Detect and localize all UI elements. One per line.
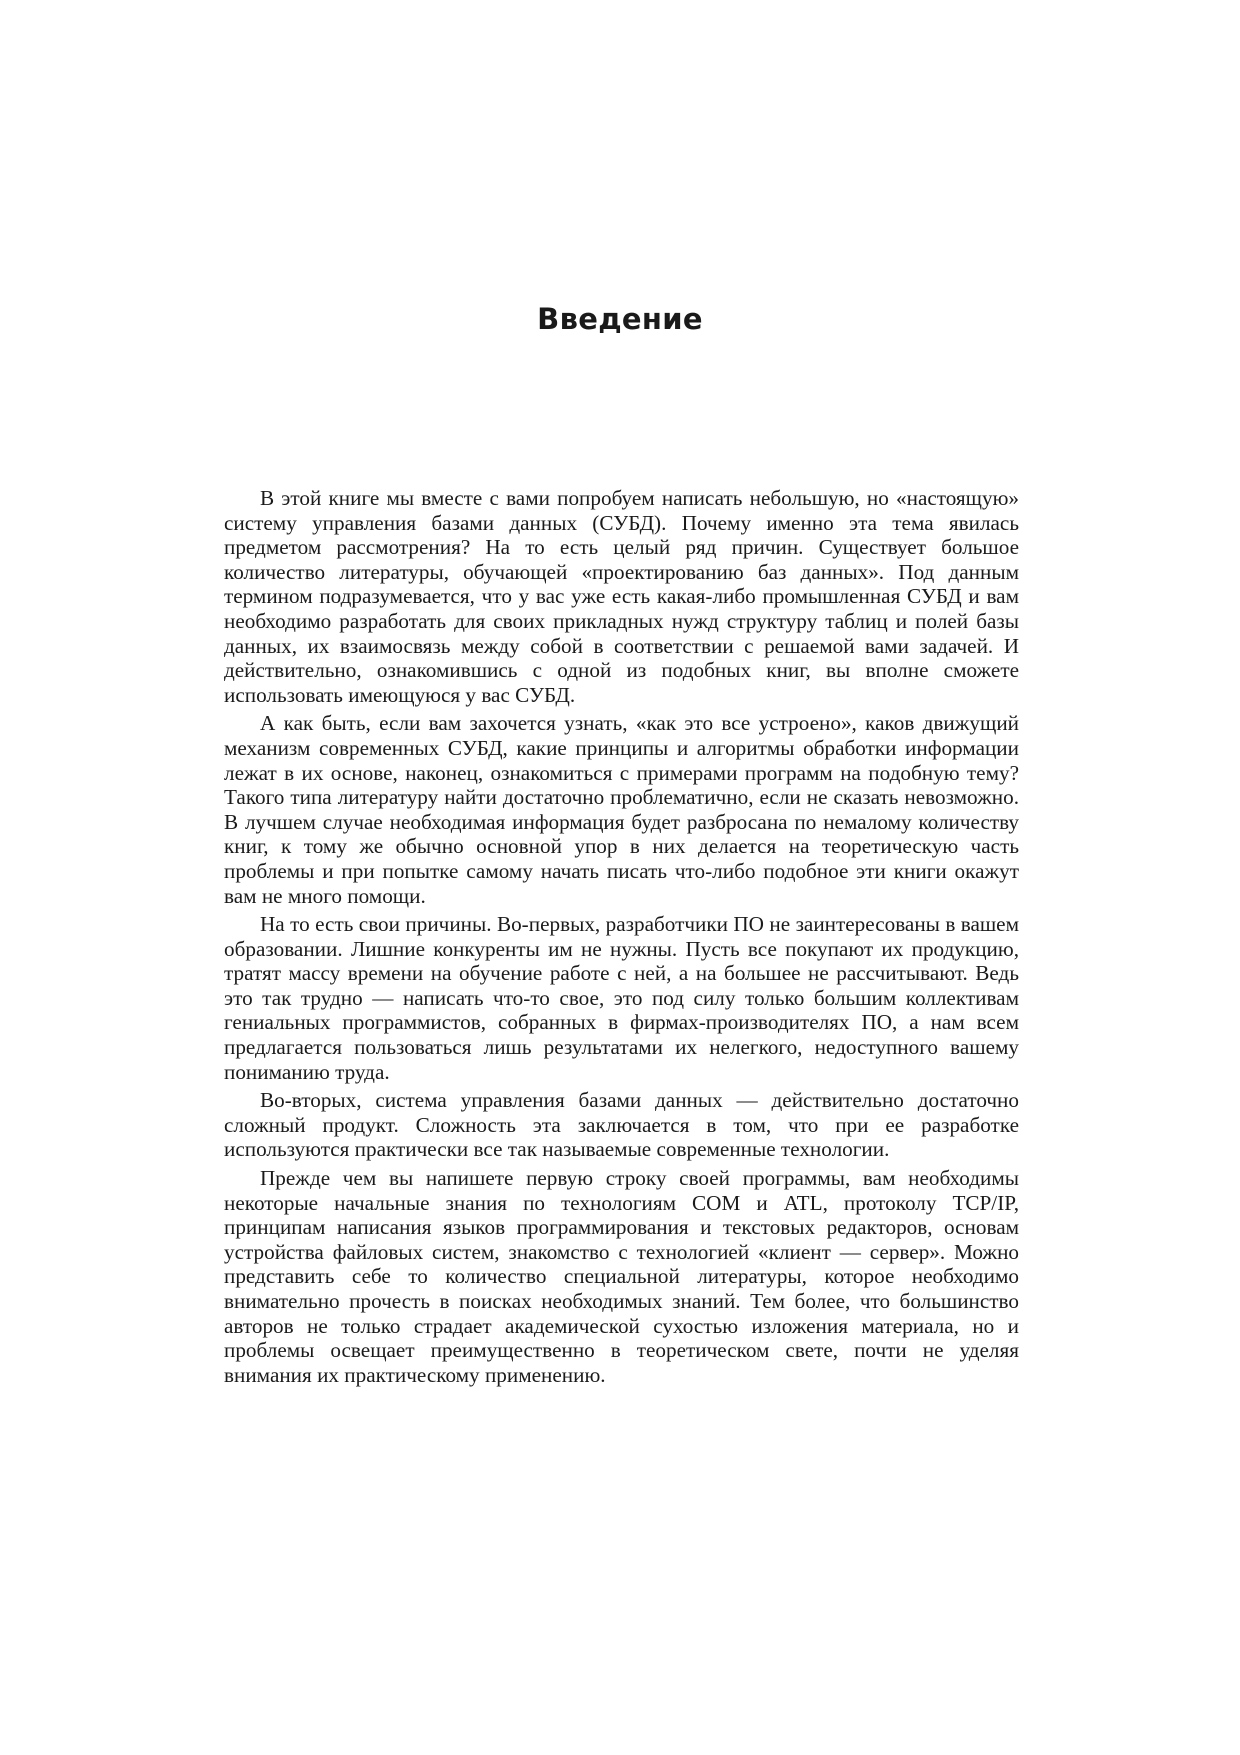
chapter-title: Введение (537, 302, 703, 336)
paragraph: В этой книге мы вместе с вами попробуем написать небольшую, но «настоящую» систему управления базами данных (СУБД). Почему именно эта тема явилась предметом рассмотрения? На то есть целый ряд причин. Существует большое количество литературы, обучающей «проектированию баз данных». Под данным термином подразумевается, что у вас уже есть какая-либо промышленная СУБД и вам необходимо разработать для своих прикладных нужд структуру таблиц и полей базы данных, их взаимосвязь между собой в соответствии с решаемой вами задачей. И действительно, ознакомившись с одной из подобных книг, вы вполне сможете использовать имеющуюся у вас СУБД. (224, 486, 1019, 707)
paragraph: На то есть свои причины. Во-первых, разработчики ПО не заинтересованы в вашем образовании. Лишние конкуренты им не нужны. Пусть все покупают их продукцию, тратят массу времени на обучение работе с ней, а на большее не рассчитывают. Ведь это так трудно — написать что-то свое, это под силу только большим коллективам гениальных программистов, собранных в фирмах-производителях ПО, а нам всем предлагается пользоваться лишь результатами их нелегкого, недоступного вашему пониманию труда. (224, 912, 1019, 1084)
paragraph: Прежде чем вы напишете первую строку своей программы, вам необходимы некоторые начальные знания по технологиям COM и ATL, протоколу TCP/IP, принципам написания языков программирования и текстовых редакторов, основам устройства файловых систем, знакомство с технологией «клиент — сервер». Можно представить себе то количество специальной литературы, которое необходимо внимательно прочесть в поисках необходимых знаний. Тем более, что большинство авторов не только страдает академической сухостью изложения материала, но и проблемы освещает преимущественно в теоретическом свете, почти не уделяя внимания их практическому применению. (224, 1166, 1019, 1387)
paragraph: Во-вторых, система управления базами данных — действительно достаточно сложный продукт. Сложность эта заключается в том, что при ее разработке используются практически все так называемые современные технологии. (224, 1088, 1019, 1162)
paragraph: А как быть, если вам захочется узнать, «как это все устроено», каков движущий механизм современных СУБД, какие принципы и алгоритмы обработки информации лежат в их основе, наконец, ознакомиться с примерами программ на подобную тему? Такого типа литературу найти достаточно проблематично, если не сказать невозможно. В лучшем случае необходимая информация будет разбросана по немалому количеству книг, к тому же обычно основной упор в них делается на теоретическую часть проблемы и при попытке самому начать писать что-либо подобное эти книги окажут вам не много помощи. (224, 711, 1019, 908)
chapter-body (224, 486, 1019, 1391)
